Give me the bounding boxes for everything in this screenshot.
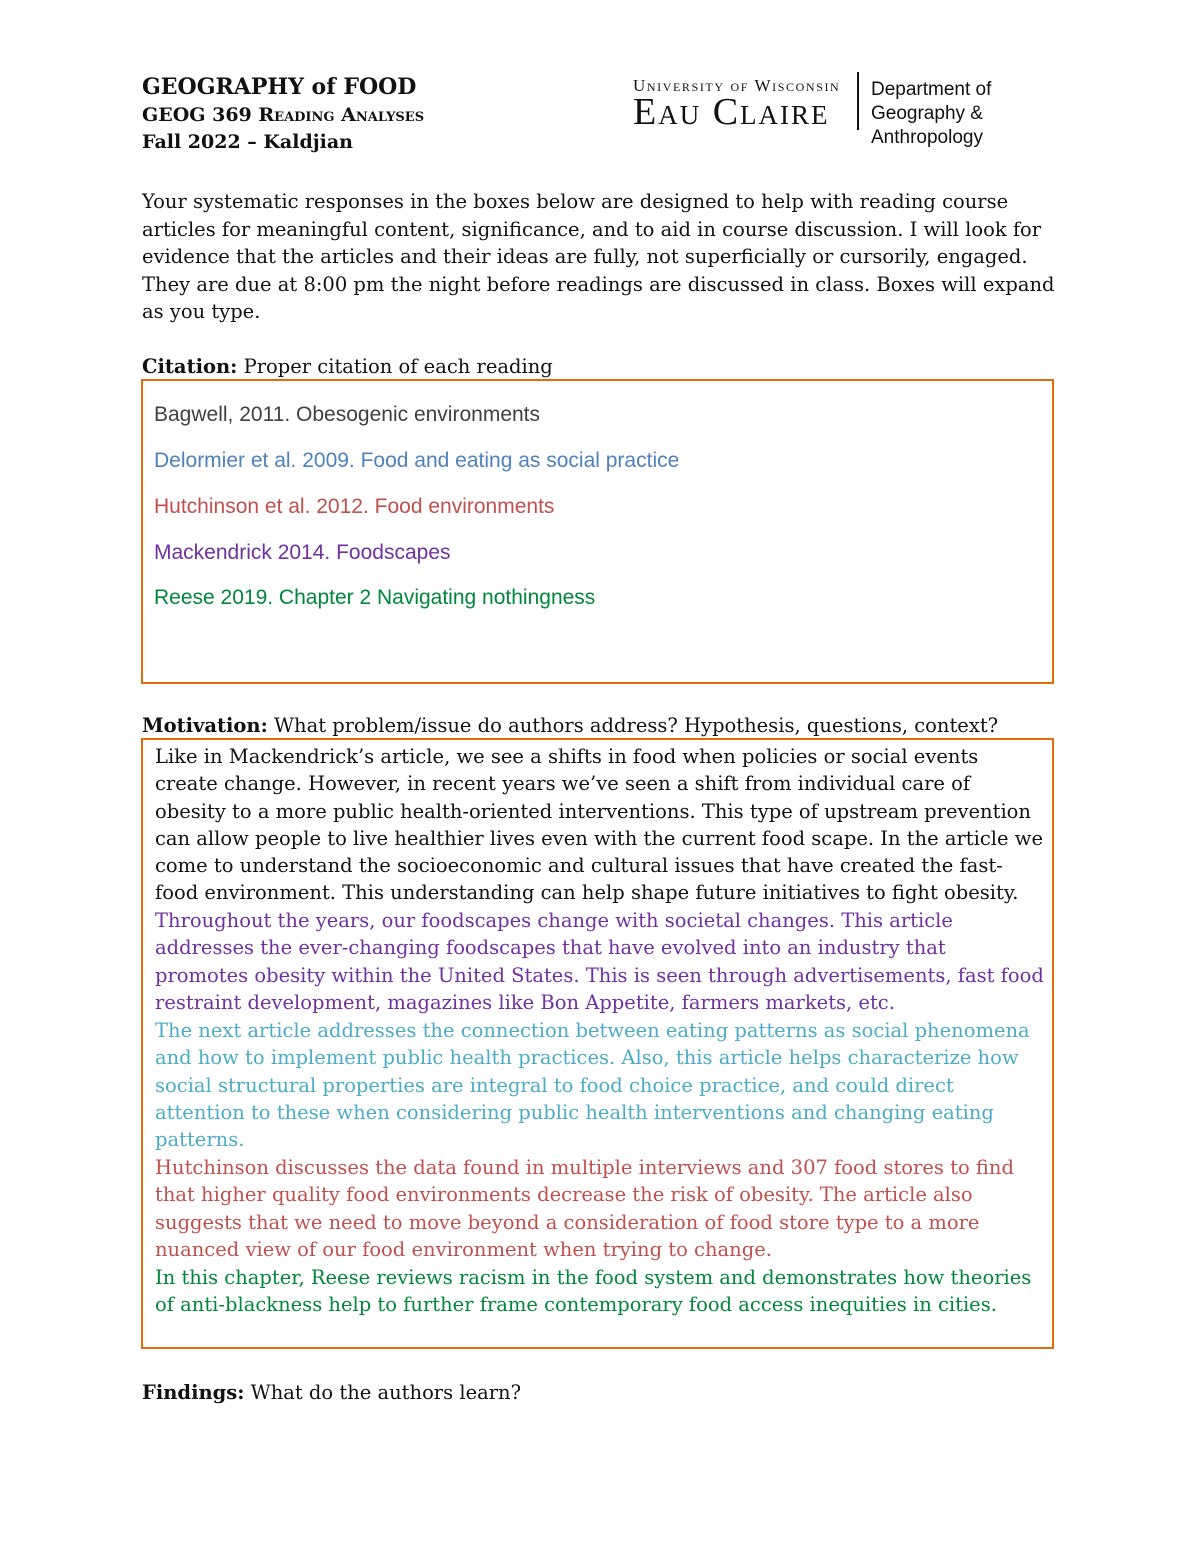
motivation-heading (142, 713, 998, 739)
university-logo (633, 72, 1073, 148)
citation-entry-mackendrick: Mackendrick 2014. Foodscapes (154, 541, 451, 564)
motivation-paragraph-delormier: The next article addresses the connection between eating patterns as social phenomena and how to implement public health practices. Also, this article helps characterize how social structural properties are integral to food choice practice, and could direct attention to these when considering public health interventions and changing eating patterns. (155, 1019, 1030, 1152)
findings-heading (142, 1380, 521, 1406)
logo-campus: Eau Claire (633, 91, 830, 133)
logo-department (871, 78, 1073, 150)
logo-department-line2: Geography & Anthropology (871, 103, 983, 148)
citation-entry-hutchinson: Hutchinson et al. 2012. Food environments (154, 495, 555, 518)
motivation-paragraph-bagwell: Like in Mackendrick’s article, we see a shifts in food when policies or social events create change. However, in recent years we’ve seen a shift from individual care of obesity to a more public health-oriented interventions. This type of upstream prevention can allow people to live healthier lives even with the current food scape. In the article we come to understand the socioeconomic and cultural issues that have created the fast-food environment. This understanding can help shape future initiatives to fight obesity. (155, 745, 1044, 905)
course-title: GEOGRAPHY of FOOD (142, 74, 417, 100)
motivation-label: Motivation: (142, 714, 268, 737)
logo-university: University of Wisconsin (633, 76, 841, 95)
citation-entry-bagwell: Bagwell, 2011. Obesogenic environments (154, 403, 541, 426)
motivation-paragraph-mackendrick: Throughout the years, our foodscapes change with societal changes. This article addresses the ever-changing foodscapes that have evolved into an industry that promotes obesity within the United States. This is seen through advertisements, fast food restraint development, magazines like Bon Appetite, farmers markets, etc. (155, 909, 1044, 1014)
findings-prompt: What do the authors learn? (250, 1381, 522, 1404)
citation-heading (142, 354, 553, 380)
logo-divider (857, 72, 859, 130)
citation-label: Citation: (142, 355, 238, 378)
citation-prompt: Proper citation of each reading (243, 355, 553, 378)
course-subtitle: GEOG 369 Reading Analyses (142, 104, 425, 126)
findings-label: Findings: (142, 1381, 245, 1404)
motivation-paragraph-reese: In this chapter, Reese reviews racism in the food system and demonstrates how theories of anti-blackness help to further frame contemporary food access inequities in cities. (155, 1266, 1032, 1317)
logo-department-line1: Department of (871, 79, 992, 100)
motivation-box[interactable] (141, 738, 1054, 1349)
motivation-prompt: What problem/issue do authors address? Hypothesis, questions, context? (273, 714, 999, 737)
citation-box[interactable] (141, 379, 1054, 684)
citation-entry-delormier: Delormier et al. 2009. Food and eating as social practice (154, 449, 680, 472)
term-instructor: Fall 2022 – Kaldjian (142, 131, 353, 153)
citation-entry-reese: Reese 2019. Chapter 2 Navigating nothingness (154, 586, 596, 609)
instructions-paragraph: Your systematic responses in the boxes below are designed to help with reading course articles for meaningful content, significance, and to aid in course discussion. I will look for evidence that the articles and their ideas are fully, not superficially or cursorily, engaged. They are due at 8:00 pm the night before readings are discussed in class. Boxes will expand as you type. (142, 190, 1055, 323)
motivation-paragraph-hutchinson: Hutchinson discusses the data found in multiple interviews and 307 food stores to find that higher quality food environments decrease the risk of obesity. The article also suggests that we need to move beyond a consideration of food store type to a more nuanced view of our food environment when trying to change. (155, 1156, 1014, 1261)
document-header (142, 72, 424, 156)
